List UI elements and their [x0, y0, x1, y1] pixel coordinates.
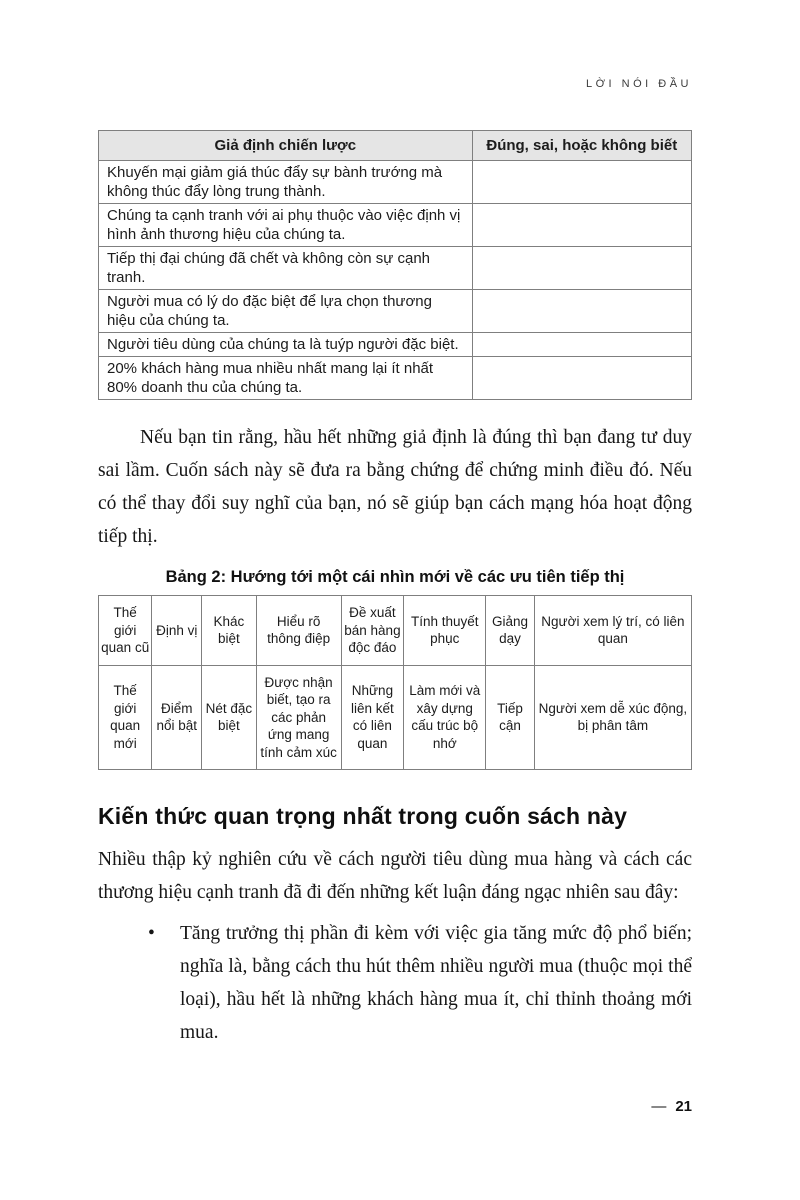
- table-caption: Bảng 2: Hướng tới một cái nhìn mới về các ưu tiên tiếp thị: [165, 568, 625, 586]
- table-cell: Khác biệt: [202, 596, 257, 666]
- table-cell: Làm mới và xây dựng cấu trúc bộ nhớ: [404, 665, 486, 770]
- table-cell: Nét đặc biệt: [202, 665, 257, 770]
- table-cell: Thế giới quan cũ: [99, 596, 152, 666]
- assumption-cell: 20% khách hàng mua nhiều nhất mang lại ít nhất 80% doanh thu của chúng ta.: [99, 357, 473, 400]
- page-number-value: 21: [675, 1098, 692, 1115]
- bullet-text: Tăng trưởng thị phần đi kèm với việc gia tăng mức độ phổ biến; nghĩa là, bằng cách thu hút thêm nhiều người mua (thuộc mọi thể loại), hầu hết là những khách hàng mua ít, chỉ thỉnh thoảng mới mua.: [180, 923, 692, 1043]
- body-paragraph: Nếu bạn tin rằng, hầu hết những giả định là đúng thì bạn đang tư duy sai lầm. Cuốn sách này sẽ đưa ra bằng chứng để chứng minh điều đó. Nếu có thể thay đổi suy nghĩ của bạn, nó sẽ giúp bạn cách mạng hóa hoạt động tiếp thị.: [98, 427, 692, 547]
- table-cell: Thế giới quan mới: [99, 665, 152, 770]
- assumption-cell: Tiếp thị đại chúng đã chết và không còn sự cạnh tranh.: [99, 247, 473, 290]
- table-cell: Điểm nổi bật: [152, 665, 202, 770]
- table-cell: Giảng dạy: [486, 596, 535, 666]
- assumption-cell: Người mua có lý do đặc biệt để lựa chọn thương hiệu của chúng ta.: [99, 290, 473, 333]
- assumptions-table: [98, 130, 692, 400]
- answer-cell-empty: [472, 247, 691, 290]
- answer-cell-empty: [472, 204, 691, 247]
- bullet-icon: •: [148, 923, 155, 944]
- table-cell: Người xem lý trí, có liên quan: [534, 596, 691, 666]
- priorities-table: [98, 595, 692, 770]
- list-item: [98, 917, 692, 1049]
- table-cell: Những liên kết có liên quan: [341, 665, 404, 770]
- running-header: LỜI NÓI ĐẦU: [586, 78, 692, 90]
- answer-cell-empty: [472, 290, 691, 333]
- table-header-row: [99, 131, 692, 161]
- section-heading: Kiến thức quan trọng nhất trong cuốn sách này: [98, 803, 628, 829]
- table-cell: Đề xuất bán hàng độc đáo: [341, 596, 404, 666]
- column-header-assumption: Giả định chiến lược: [99, 131, 473, 161]
- page-number-dash: —: [651, 1098, 667, 1115]
- table-cell: Định vị: [152, 596, 202, 666]
- assumption-cell: Chúng ta cạnh tranh với ai phụ thuộc vào việc định vị hình ảnh thương hiệu của chúng ta.: [99, 204, 473, 247]
- table-row: [99, 161, 692, 204]
- table-cell: Hiểu rõ thông điệp: [256, 596, 341, 666]
- answer-cell-empty: [472, 161, 691, 204]
- assumption-cell: Khuyến mại giảm giá thúc đẩy sự bành trướng mà không thúc đẩy lòng trung thành.: [99, 161, 473, 204]
- assumption-cell: Người tiêu dùng của chúng ta là tuýp người đặc biệt.: [99, 333, 473, 357]
- page-content: [98, 130, 692, 1049]
- table-cell: Tiếp cận: [486, 665, 535, 770]
- page-number: [651, 1098, 692, 1115]
- answer-cell-empty: [472, 333, 691, 357]
- table-cell: Người xem dễ xúc động, bị phân tâm: [534, 665, 691, 770]
- table-row-new-worldview: [99, 665, 692, 770]
- answer-cell-empty: [472, 357, 691, 400]
- table-row: [99, 333, 692, 357]
- table-row: [99, 247, 692, 290]
- table-cell: Được nhận biết, tạo ra các phản ứng mang tính cảm xúc: [256, 665, 341, 770]
- column-header-answer: Đúng, sai, hoặc không biết: [472, 131, 691, 161]
- table-cell: Tính thuyết phục: [404, 596, 486, 666]
- table-row: [99, 357, 692, 400]
- table-row-old-worldview: [99, 596, 692, 666]
- table-row: [99, 204, 692, 247]
- table-row: [99, 290, 692, 333]
- body-paragraph: Nhiều thập kỷ nghiên cứu về cách người tiêu dùng mua hàng và cách các thương hiệu cạnh tranh đã đi đến những kết luận đáng ngạc nhiên sau đây:: [98, 849, 692, 903]
